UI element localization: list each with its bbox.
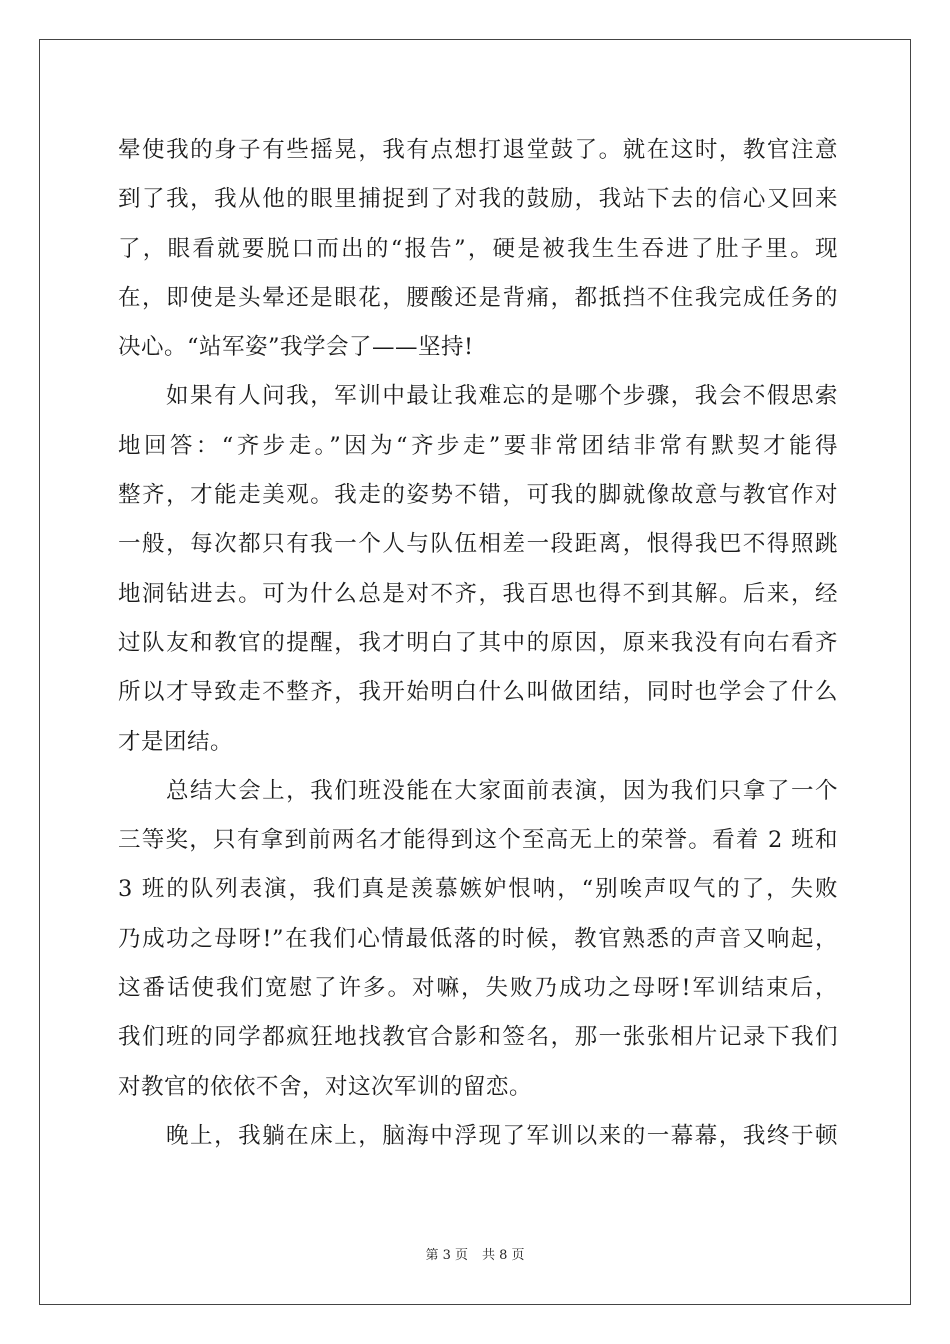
text-line: 这番话使我们宽慰了许多。对嘛，失败乃成功之母呀!军训结束后， xyxy=(118,975,838,1002)
text-line: 过队友和教官的提醒，我才明白了其中的原因，原来我没有向右看齐 xyxy=(118,629,838,656)
text-line: 决心。“站军姿”我学会了——坚持! xyxy=(118,334,474,361)
document-body xyxy=(118,126,838,1161)
paragraph xyxy=(118,767,838,1112)
text-line: 晚上，我躺在床上，脑海中浮现了军训以来的一幕幕，我终于顿 xyxy=(166,1122,838,1149)
paragraph xyxy=(118,126,838,372)
page-footer xyxy=(0,1244,950,1263)
text-line: 整齐，才能走美观。我走的姿势不错，可我的脚就像故意与教官作对 xyxy=(118,482,838,509)
text-line: 了，眼看就要脱口而出的“报告”，硬是被我生生吞进了肚子里。现 xyxy=(118,235,838,262)
text-line: 到了我，我从他的眼里捕捉到了对我的鼓励，我站下去的信心又回来 xyxy=(118,186,838,213)
text-line: 在，即使是头晕还是眼花，腰酸还是背痛，都抵挡不住我完成任务的 xyxy=(118,284,838,311)
text-line: 如果有人问我，军训中最让我难忘的是哪个步骤，我会不假思索 xyxy=(166,383,838,410)
text-line: 对教官的依依不舍，对这次军训的留恋。 xyxy=(118,1073,533,1100)
page-total: 共 8 页 xyxy=(482,1248,525,1263)
paragraph xyxy=(118,372,838,766)
text-line: 我们班的同学都疯狂地找教官合影和签名，那一张张相片记录下我们 xyxy=(118,1024,838,1051)
paragraph xyxy=(118,1112,838,1161)
text-line: 3 班的队列表演，我们真是羡慕嫉妒恨呐，“别唉声叹气的了，失败 xyxy=(118,876,838,903)
text-line: 三等奖，只有拿到前两名才能得到这个至高无上的荣誉。看着 2 班和 xyxy=(118,827,838,854)
text-line: 总结大会上，我们班没能在大家面前表演，因为我们只拿了一个 xyxy=(166,777,838,804)
text-line: 地洞钻进去。可为什么总是对不齐，我百思也得不到其解。后来，经 xyxy=(118,580,838,607)
text-line: 乃成功之母呀!”在我们心情最低落的时候，教官熟悉的声音又响起， xyxy=(118,925,838,952)
text-line: 地回答：“齐步走。”因为“齐步走”要非常团结非常有默契才能得 xyxy=(118,432,838,459)
text-line: 才是团结。 xyxy=(118,728,234,755)
page-number: 第 3 页 xyxy=(425,1248,468,1263)
text-line: 所以才导致走不整齐，我开始明白什么叫做团结，同时也学会了什么 xyxy=(118,679,838,706)
text-line: 一般，每次都只有我一个人与队伍相差一段距离，恨得我巴不得照跳 xyxy=(118,531,838,558)
text-line: 晕使我的身子有些摇晃，我有点想打退堂鼓了。就在这时，教官注意 xyxy=(118,137,838,163)
